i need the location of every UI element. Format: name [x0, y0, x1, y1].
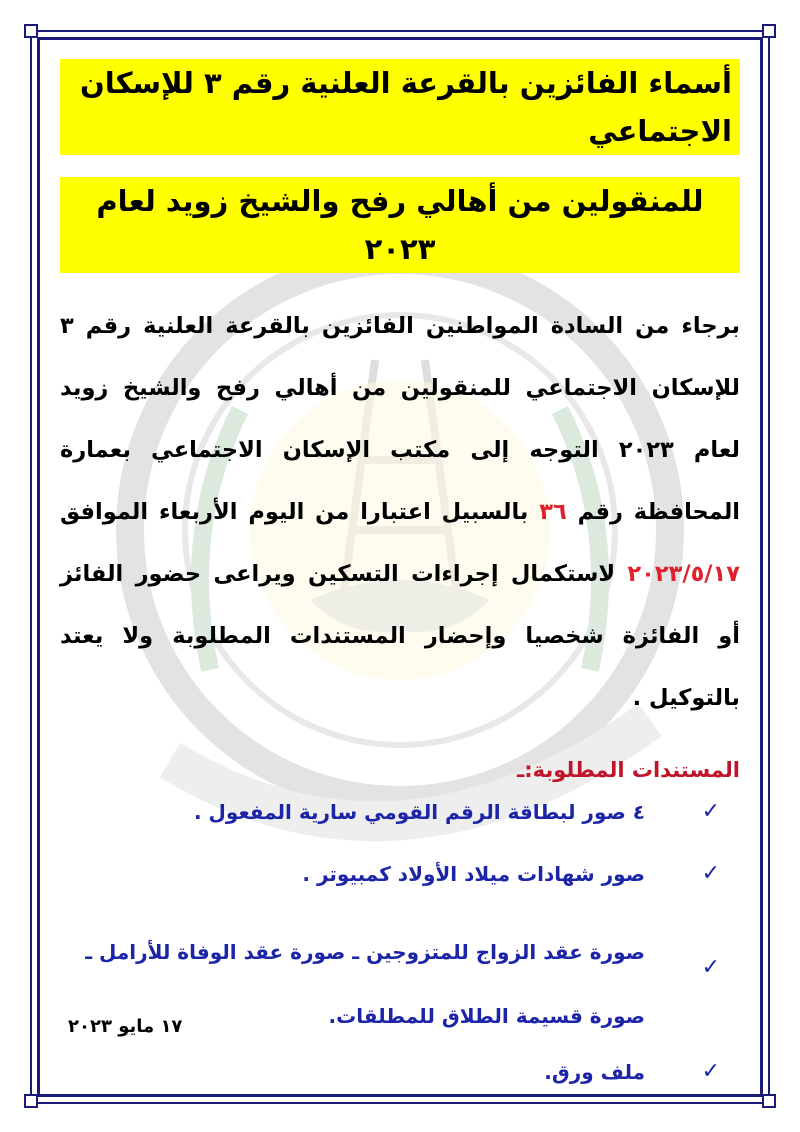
frame-corner-top-left — [24, 24, 38, 38]
body-part-3: لاستكمال إجراءات التسكين ويراعى حضور الفائز أو الفائزة شخصيا وإحضار المستندات المطلوبة ولا يعتد بالتوكيل . — [60, 561, 740, 711]
document-item-text: ٤ صور لبطاقة الرقم القومي سارية المفعول . — [193, 799, 645, 824]
document-item-text: ملف ورق. — [544, 1059, 645, 1084]
start-date: ٢٠٢٣/٥/١٧ — [627, 561, 740, 587]
frame-corner-top-right — [762, 24, 776, 38]
announcement-date: ١٧ مايو ٢٠٢٣ — [68, 1016, 183, 1037]
frame-corner-bottom-right — [762, 1094, 776, 1108]
body-part-1: برجاء من السادة المواطنين الفائزين بالقرعة العلنية رقم ٣ للإسكان الاجتماعي للمنقولين من أهالي رفح والشيخ زويد لعام ٢٠٢٣ التوجه إلى مكتب الإسكان الاجتماعي بعمارة المحافظة رقم — [60, 313, 741, 525]
check-icon: ✓ — [701, 798, 720, 824]
check-icon: ✓ — [701, 1058, 720, 1084]
announcement-content — [60, 55, 740, 1118]
page-title-line-2: للمنقولين من أهالي رفح والشيخ زويد لعام ٢٠٢٣ — [60, 177, 740, 273]
document-item-text: صور شهادات ميلاد الأولاد كمبيوتر . — [302, 861, 645, 886]
document-item — [60, 1056, 740, 1088]
check-icon: ✓ — [701, 860, 720, 886]
check-icon: ✓ — [701, 954, 720, 980]
frame-corner-bottom-left — [24, 1094, 38, 1108]
building-number: ٣٦ — [539, 499, 567, 525]
body-part-2: بالسبيل اعتبارا من اليوم الأربعاء الموافق — [60, 499, 540, 525]
announcement-body — [60, 295, 740, 729]
document-item — [60, 858, 740, 890]
required-documents-heading: المستندات المطلوبة:ـ — [517, 757, 740, 782]
document-item-text: صورة عقد الزواج للمتزوجين ـ صورة عقد الوفاة للأرامل ـ صورة قسيمة الطلاق للمطلقات. — [85, 939, 645, 1028]
document-item — [60, 796, 740, 828]
page-title-line-1: أسماء الفائزين بالقرعة العلنية رقم ٣ للإسكان الاجتماعي — [60, 59, 740, 155]
required-documents-list — [60, 796, 740, 1088]
